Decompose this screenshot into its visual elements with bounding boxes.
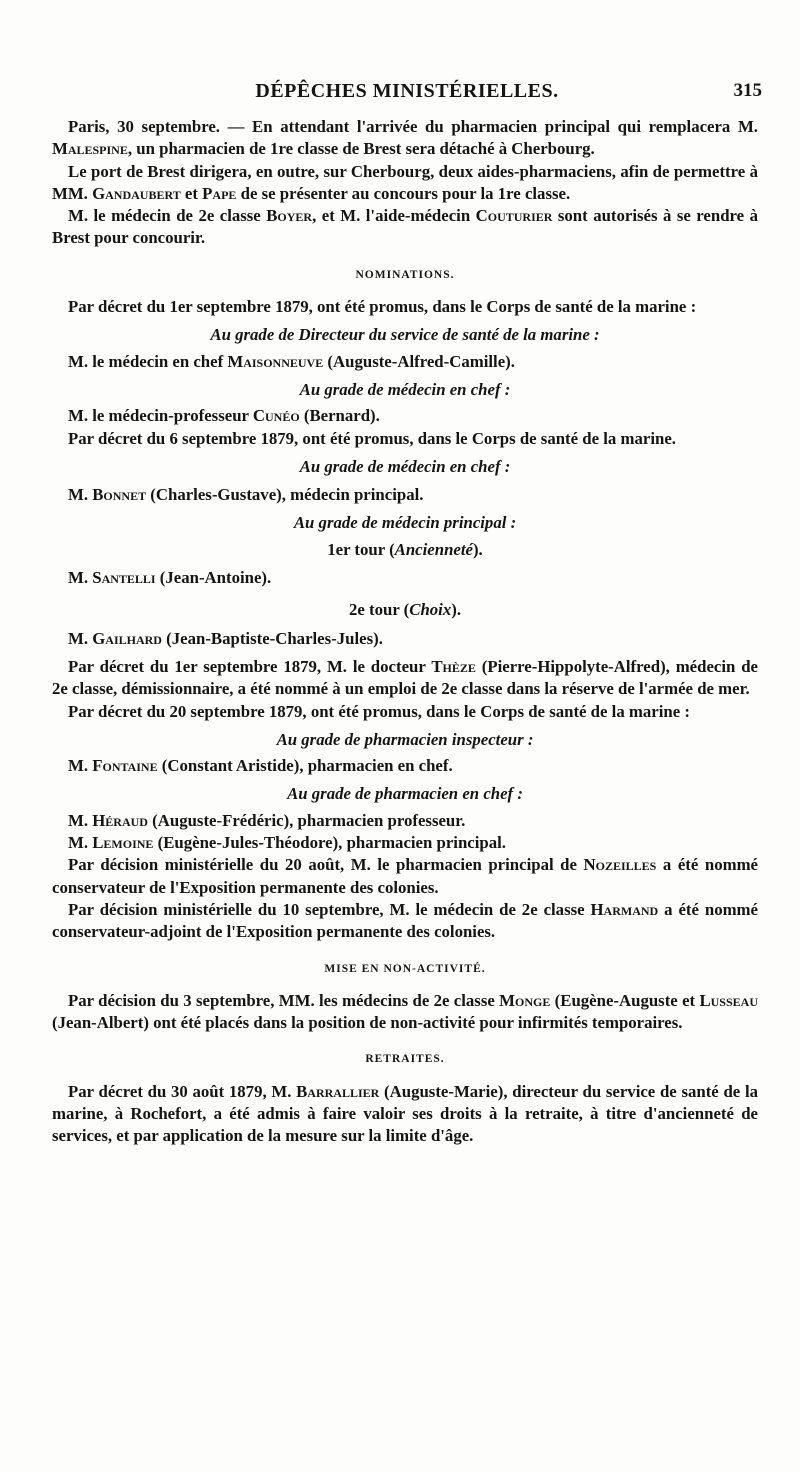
paragraph-decret-1-septembre: Par décret du 1er septembre 1879, ont été promus, dans le Corps de santé de la marine : — [68, 297, 697, 317]
paragraph-concourir: M. le médecin de 2e classe Boyer, et M. l'aide-médecin Couturier sont autorisés à se rendre à Brest pour concourir. — [52, 206, 758, 248]
grade-heading: Au grade de pharmacien inspecteur : — [276, 729, 534, 749]
paragraph-non-activite: Par décision du 3 septembre, MM. les médecins de 2e classe Monge (Eugène-Auguste et Lusseau (Jean-Albert) ont été placés dans la position de non-activité pour infirmités temporaires. — [52, 990, 758, 1033]
grade-heading: Au grade de médecin en chef : — [299, 379, 511, 399]
nomination-entry: M. Santelli (Jean-Antoine). — [68, 568, 272, 588]
person-name: Boyer — [266, 206, 313, 226]
person-name: Monge — [499, 990, 551, 1010]
page-body — [52, 116, 758, 1148]
person-name: Santelli — [92, 568, 156, 588]
person-name: Gailhard — [92, 628, 162, 648]
nomination-entry: M. le médecin en chef Maisonneuve (Auguste-Alfred-Camille). — [68, 351, 515, 371]
person-name: Malespine — [52, 139, 128, 159]
person-name: Couturier — [475, 206, 553, 226]
person-name: Lusseau — [699, 990, 758, 1010]
person-name: Fontaine — [92, 756, 158, 776]
person-name: Maisonneuve — [227, 351, 324, 371]
person-name: Gandaubert — [92, 183, 181, 203]
section-heading-retraites: RETRAITES. — [365, 1053, 445, 1066]
paragraph-aides-pharmaciens: Le port de Brest dirigera, en outre, sur Cherbourg, deux aides-pharmaciens, afin de permettre à MM. Gandaubert et Pape de se présenter au concours pour la 1re classe. — [52, 161, 758, 203]
grade-heading: Au grade de médecin principal : — [293, 513, 517, 533]
paragraph-decret-6-septembre: Par décret du 6 septembre 1879, ont été promus, dans le Corps de santé de la marine. — [68, 428, 676, 448]
person-name: Barrallier — [296, 1081, 380, 1101]
person-name: Cunéo — [252, 406, 300, 426]
paragraph-harmand: Par décision ministérielle du 10 septembre, M. le médecin de 2e classe Harmand a été nommé conservateur-adjoint de l'Exposition permanente des colonies. — [52, 899, 758, 942]
person-name: Harmand — [590, 899, 659, 919]
paragraph-nozeilles: Par décision ministérielle du 20 août, M. le pharmacien principal de Nozeilles a été nommé conservateur de l'Exposition permanente des colonies. — [52, 855, 759, 897]
paragraph-decret-20-septembre: Par décret du 20 septembre 1879, ont été promus, dans le Corps de santé de la marine : — [68, 701, 690, 721]
nomination-entry: M. le médecin-professeur Cunéo (Bernard). — [68, 406, 380, 426]
person-name: Nozeilles — [583, 855, 657, 875]
tour-heading: 2e tour (Choix). — [348, 600, 462, 620]
paragraph-cherbourg-pharmacien: Paris, 30 septembre. — En attendant l'arrivée du pharmacien principal qui remplacera M. Malespine, un pharmacien de 1re classe de Brest sera détaché à Cherbourg. — [52, 117, 758, 159]
nomination-entry: M. Gailhard (Jean-Baptiste-Charles-Jules). — [68, 628, 383, 648]
section-heading-non-activite: MISE EN NON-ACTIVITÉ. — [324, 962, 486, 975]
nomination-entry: M. Héraud (Auguste-Frédéric), pharmacien professeur. — [68, 810, 466, 830]
paragraph-retraite: Par décret du 30 août 1879, M. Barrallier (Auguste-Marie), directeur du service de santé de la marine, à Rochefort, a été admis à faire valoir ses droits à la retraite, à titre d'ancienneté de services, et par application de la mesure sur la limite d'âge. — [52, 1081, 758, 1146]
tour-heading: 1er tour (Ancienneté). — [327, 539, 483, 559]
person-name: Lemoine — [92, 833, 154, 853]
paragraph-theze: Par décret du 1er septembre 1879, M. le docteur Thèze (Pierre-Hippolyte-Alfred), médecin de 2e classe, démissionnaire, a été nommé à un emploi de 2e classe dans la réserve de l'armée de mer. — [52, 656, 758, 699]
page-number: 315 — [733, 80, 762, 101]
grade-heading: Au grade de pharmacien en chef : — [287, 784, 523, 804]
person-name: Bonnet — [92, 485, 147, 505]
nomination-entry: M. Bonnet (Charles-Gustave), médecin principal. — [68, 485, 424, 505]
grade-heading: Au grade de Directeur du service de santé de la marine : — [210, 325, 600, 345]
page-header — [52, 80, 762, 110]
person-name: Pape — [202, 183, 237, 203]
grade-heading: Au grade de médecin en chef : — [299, 456, 511, 476]
section-heading-nominations: NOMINATIONS. — [355, 268, 455, 281]
person-name: Thèze — [431, 656, 476, 676]
person-name: Héraud — [92, 810, 148, 830]
nomination-entry: M. Fontaine (Constant Aristide), pharmacien en chef. — [68, 756, 453, 776]
nomination-entry: M. Lemoine (Eugène-Jules-Théodore), pharmacien principal. — [68, 833, 506, 853]
running-title: DÉPÊCHES MINISTÉRIELLES. — [255, 80, 559, 102]
